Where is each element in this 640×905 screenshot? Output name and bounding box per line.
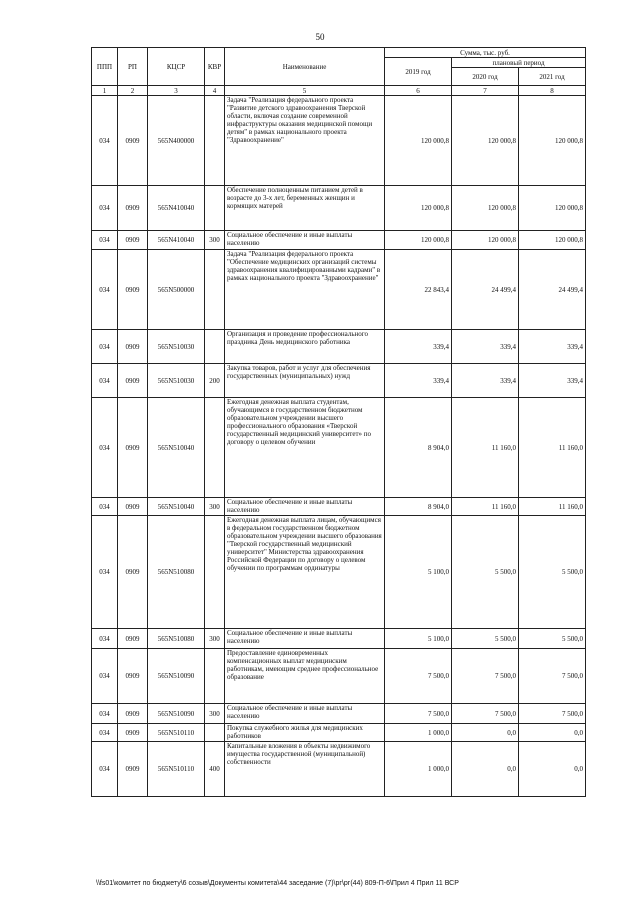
cell-kcsr: 565N510030 [148,330,205,364]
cell-name: Задача "Реализация федерального проекта "Развитие детского здравоохранения Тверской области, включая создание современной инфраструктуры оказания медицинской помощи детям" в рамках национального проекта "Здравоохранение" [225,96,385,186]
cell-sum-2019: 5 100,0 [385,629,452,649]
cell-name: Ежегодная денежная выплата лицам, обучающимся в федеральном государственном бюджетном образовательном учреждении высшего образования "Тверской государственный медицинский университет" Министерства здравоохранения Российской Федерации по договору о целевом обучении по программам ординатуры [225,516,385,629]
cell-ppp: 034 [92,231,118,250]
page-number: 50 [315,32,325,42]
header-plan-period: плановый период [452,58,586,68]
cell-kvr: 300 [205,704,225,724]
header-year-2020: 2020 год [452,68,519,86]
cell-ppp: 034 [92,250,118,330]
cell-kcsr: 565N410040 [148,231,205,250]
header-num: 4 [205,86,225,96]
cell-sum-2021: 0,0 [519,724,586,742]
cell-sum-2021: 120 000,8 [519,231,586,250]
header-num: 7 [452,86,519,96]
header-num: 1 [92,86,118,96]
cell-rp: 0909 [118,704,148,724]
cell-name: Капитальные вложения в объекты недвижимого имущества государственной (муниципальной) собственности [225,742,385,797]
header-num: 2 [118,86,148,96]
cell-sum-2021: 339,4 [519,330,586,364]
cell-sum-2020: 0,0 [452,742,519,797]
budget-table [91,47,586,797]
table-row [92,398,586,498]
cell-ppp: 034 [92,629,118,649]
cell-ppp: 034 [92,742,118,797]
table-row [92,724,586,742]
cell-kcsr: 565N510110 [148,742,205,797]
header-name: Наименование [225,48,385,86]
cell-kcsr: 565N510040 [148,498,205,516]
table-row [92,231,586,250]
cell-ppp: 034 [92,364,118,398]
cell-sum-2021: 7 500,0 [519,704,586,724]
table-row [92,649,586,704]
cell-sum-2019: 1 000,0 [385,742,452,797]
cell-sum-2019: 22 843,4 [385,250,452,330]
cell-rp: 0909 [118,649,148,704]
table-row [92,364,586,398]
cell-sum-2021: 5 500,0 [519,516,586,629]
table-row [92,516,586,629]
header-num: 8 [519,86,586,96]
cell-kcsr: 565N400000 [148,96,205,186]
cell-kvr: 200 [205,364,225,398]
cell-sum-2020: 120 000,8 [452,96,519,186]
header-year-2019: 2019 год [385,58,452,86]
table-row [92,96,586,186]
cell-ppp: 034 [92,398,118,498]
cell-sum-2019: 339,4 [385,364,452,398]
cell-name: Социальное обеспечение и иные выплаты населению [225,704,385,724]
cell-sum-2019: 7 500,0 [385,704,452,724]
cell-rp: 0909 [118,231,148,250]
cell-rp: 0909 [118,186,148,231]
cell-rp: 0909 [118,629,148,649]
cell-name: Обеспечение полноценным питанием детей в возрасте до 3-х лет, беременных женщин и кормящих матерей [225,186,385,231]
cell-kvr [205,96,225,186]
cell-ppp: 034 [92,330,118,364]
cell-kcsr: 565N500000 [148,250,205,330]
cell-sum-2020: 120 000,8 [452,186,519,231]
cell-rp: 0909 [118,498,148,516]
cell-rp: 0909 [118,330,148,364]
cell-sum-2021: 0,0 [519,742,586,797]
cell-ppp: 034 [92,186,118,231]
cell-sum-2019: 5 100,0 [385,516,452,629]
cell-sum-2019: 1 000,0 [385,724,452,742]
cell-sum-2019: 339,4 [385,330,452,364]
header-sum: Сумма, тыс. руб. [385,48,586,58]
cell-kvr: 300 [205,231,225,250]
table-body [92,96,586,797]
cell-kcsr: 565N510080 [148,629,205,649]
cell-sum-2020: 339,4 [452,330,519,364]
cell-sum-2019: 120 000,8 [385,186,452,231]
table-row [92,250,586,330]
cell-name: Социальное обеспечение и иные выплаты населению [225,231,385,250]
cell-sum-2021: 120 000,8 [519,96,586,186]
cell-kvr [205,398,225,498]
cell-ppp: 034 [92,516,118,629]
cell-kvr [205,649,225,704]
cell-sum-2020: 24 499,4 [452,250,519,330]
cell-sum-2021: 7 500,0 [519,649,586,704]
table-row [92,704,586,724]
cell-kvr: 400 [205,742,225,797]
cell-rp: 0909 [118,96,148,186]
table-row [92,629,586,649]
cell-ppp: 034 [92,704,118,724]
cell-kcsr: 565N510030 [148,364,205,398]
cell-kvr [205,330,225,364]
cell-name: Социальное обеспечение и иные выплаты населению [225,498,385,516]
cell-sum-2020: 7 500,0 [452,649,519,704]
cell-rp: 0909 [118,516,148,629]
cell-ppp: 034 [92,498,118,516]
cell-ppp: 034 [92,649,118,704]
cell-kvr [205,516,225,629]
header-num: 5 [225,86,385,96]
table-row [92,330,586,364]
cell-name: Социальное обеспечение и иные выплаты населению [225,629,385,649]
cell-rp: 0909 [118,724,148,742]
cell-sum-2019: 120 000,8 [385,96,452,186]
cell-ppp: 034 [92,724,118,742]
header-num: 6 [385,86,452,96]
cell-kvr: 300 [205,629,225,649]
header-num: 3 [148,86,205,96]
cell-rp: 0909 [118,250,148,330]
header-kvr: КВР [205,48,225,86]
cell-kcsr: 565N510110 [148,724,205,742]
header-ppp: ППП [92,48,118,86]
cell-rp: 0909 [118,398,148,498]
cell-rp: 0909 [118,742,148,797]
cell-sum-2020: 11 160,0 [452,498,519,516]
cell-sum-2021: 339,4 [519,364,586,398]
header-year-2021: 2021 год [519,68,586,86]
cell-name: Ежегодная денежная выплата студентам, обучающимся в государственном бюджетном образовательном учреждении высшего профессионального образования «Тверской государственный медицинский университет» по договору о целевом обучении [225,398,385,498]
cell-sum-2020: 7 500,0 [452,704,519,724]
cell-kcsr: 565N510040 [148,398,205,498]
cell-ppp: 034 [92,96,118,186]
cell-name: Организация и проведение профессионального праздника День медицинского работника [225,330,385,364]
cell-rp: 0909 [118,364,148,398]
cell-sum-2020: 11 160,0 [452,398,519,498]
cell-sum-2020: 5 500,0 [452,629,519,649]
cell-kvr [205,250,225,330]
cell-kcsr: 565N510090 [148,649,205,704]
cell-kcsr: 565N510090 [148,704,205,724]
cell-kcsr: 565N510080 [148,516,205,629]
cell-name: Закупка товаров, работ и услуг для обеспечения государственных (муниципальных) нужд [225,364,385,398]
cell-sum-2021: 120 000,8 [519,186,586,231]
cell-sum-2021: 11 160,0 [519,498,586,516]
cell-sum-2021: 11 160,0 [519,398,586,498]
table-row [92,186,586,231]
table-row [92,742,586,797]
cell-sum-2020: 5 500,0 [452,516,519,629]
cell-sum-2020: 339,4 [452,364,519,398]
cell-name: Покупка служебного жилья для медицинских работников [225,724,385,742]
cell-name: Задача "Реализация федерального проекта "Обеспечение медицинских организаций системы здравоохранения квалифицированными кадрами" в рамках национального проекта "Здравоохранение" [225,250,385,330]
cell-kvr: 300 [205,498,225,516]
cell-sum-2021: 24 499,4 [519,250,586,330]
cell-name: Предоставление единовременных компенсационных выплат медицинским работникам, имеющим среднее профессиональное образование [225,649,385,704]
header-kcsr: КЦСР [148,48,205,86]
cell-sum-2019: 8 904,0 [385,398,452,498]
table-row [92,498,586,516]
footer-file-path: \\fs01\комитет по бюджету\6 созыв\Документы комитета\44 заседание (7)\рг\рг(44) 809-П-6\Прил 4 Прил 11 ВСР [96,880,459,887]
header-rp: РП [118,48,148,86]
cell-sum-2021: 5 500,0 [519,629,586,649]
cell-kcsr: 565N410040 [148,186,205,231]
cell-sum-2019: 8 904,0 [385,498,452,516]
cell-kvr [205,724,225,742]
cell-sum-2019: 120 000,8 [385,231,452,250]
cell-kvr [205,186,225,231]
cell-sum-2019: 7 500,0 [385,649,452,704]
cell-sum-2020: 0,0 [452,724,519,742]
cell-sum-2020: 120 000,8 [452,231,519,250]
